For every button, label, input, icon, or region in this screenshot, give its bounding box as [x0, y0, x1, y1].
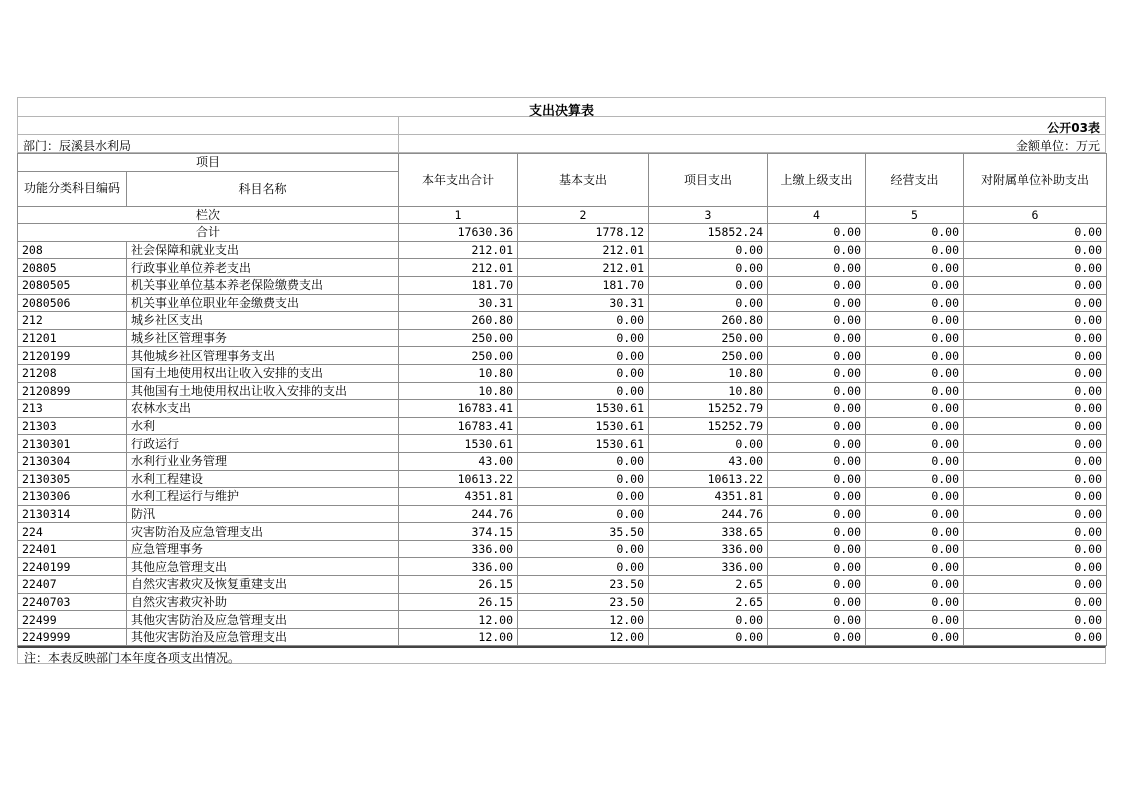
- amount-cell: 0.00: [518, 505, 649, 523]
- table-row: [18, 294, 1107, 312]
- subject-code: 22499: [18, 611, 127, 629]
- amount-cell: 0.00: [964, 382, 1107, 400]
- amount-cell: 0.00: [866, 523, 964, 541]
- amount-cell: 250.00: [649, 329, 768, 347]
- table-row: [18, 523, 1107, 541]
- amount-cell: 0.00: [964, 312, 1107, 330]
- header-code: 功能分类科目编码: [18, 171, 127, 206]
- amount-cell: 4351.81: [399, 488, 518, 506]
- subject-code: 224: [18, 523, 127, 541]
- total-value: 0.00: [866, 224, 964, 242]
- amount-cell: 15252.79: [649, 417, 768, 435]
- amount-cell: 0.00: [768, 417, 866, 435]
- amount-cell: 336.00: [649, 558, 768, 576]
- table-row: [18, 452, 1107, 470]
- subject-code: 2240199: [18, 558, 127, 576]
- amount-cell: 12.00: [399, 611, 518, 629]
- form-number-row: [17, 117, 1106, 135]
- amount-cell: 0.00: [866, 329, 964, 347]
- subject-name: 机关事业单位基本养老保险缴费支出: [127, 276, 399, 294]
- amount-cell: 30.31: [518, 294, 649, 312]
- amount-cell: 0.00: [649, 276, 768, 294]
- amount-cell: 0.00: [964, 540, 1107, 558]
- subject-code: 2130314: [18, 505, 127, 523]
- amount-cell: 250.00: [399, 329, 518, 347]
- amount-cell: 0.00: [964, 241, 1107, 259]
- amount-cell: 0.00: [866, 435, 964, 453]
- header-col-subsidiary-subsidy: 对附属单位补助支出: [964, 154, 1107, 207]
- amount-cell: 0.00: [649, 294, 768, 312]
- amount-cell: 0.00: [768, 364, 866, 382]
- amount-cell: 244.76: [649, 505, 768, 523]
- table-row: [18, 259, 1107, 277]
- column-number: 6: [964, 206, 1107, 224]
- amount-cell: 0.00: [866, 312, 964, 330]
- subject-name: 其他国有土地使用权出让收入安排的支出: [127, 382, 399, 400]
- table-title: 支出决算表: [528, 104, 594, 119]
- amount-cell: 35.50: [518, 523, 649, 541]
- amount-cell: 0.00: [768, 329, 866, 347]
- column-number-label: 栏次: [18, 206, 399, 224]
- subject-name: 其他灾害防治及应急管理支出: [127, 611, 399, 629]
- total-value: 15852.24: [649, 224, 768, 242]
- amount-cell: 0.00: [649, 628, 768, 646]
- amount-cell: 0.00: [518, 540, 649, 558]
- amount-cell: 10.80: [649, 364, 768, 382]
- amount-cell: 0.00: [518, 312, 649, 330]
- amount-cell: 0.00: [768, 241, 866, 259]
- department-row: [17, 135, 1106, 153]
- subject-name: 应急管理事务: [127, 540, 399, 558]
- amount-cell: 0.00: [964, 435, 1107, 453]
- amount-cell: 23.50: [518, 593, 649, 611]
- total-label: 合计: [18, 224, 399, 242]
- amount-cell: 0.00: [866, 505, 964, 523]
- amount-cell: 212.01: [518, 259, 649, 277]
- subject-name: 城乡社区管理事务: [127, 329, 399, 347]
- amount-cell: 0.00: [518, 364, 649, 382]
- column-number: 5: [866, 206, 964, 224]
- table-row: [18, 417, 1107, 435]
- amount-cell: 12.00: [518, 628, 649, 646]
- subject-code: 21208: [18, 364, 127, 382]
- amount-cell: 0.00: [866, 276, 964, 294]
- amount-cell: 0.00: [768, 435, 866, 453]
- header-col-project: 项目支出: [649, 154, 768, 207]
- amount-cell: 0.00: [768, 452, 866, 470]
- amount-cell: 10613.22: [399, 470, 518, 488]
- amount-cell: 1530.61: [518, 400, 649, 418]
- amount-cell: 0.00: [768, 593, 866, 611]
- amount-cell: 0.00: [866, 347, 964, 365]
- subject-code: 2120899: [18, 382, 127, 400]
- amount-cell: 0.00: [964, 259, 1107, 277]
- amount-cell: 0.00: [768, 382, 866, 400]
- footnote-row: [17, 646, 1106, 664]
- total-value: 0.00: [768, 224, 866, 242]
- amount-cell: 1530.61: [399, 435, 518, 453]
- table-row: [18, 576, 1107, 594]
- amount-cell: 0.00: [964, 576, 1107, 594]
- subject-name: 自然灾害救灾补助: [127, 593, 399, 611]
- subject-code: 208: [18, 241, 127, 259]
- table-row: [18, 505, 1107, 523]
- amount-cell: 250.00: [399, 347, 518, 365]
- amount-cell: 0.00: [964, 417, 1107, 435]
- amount-cell: 0.00: [866, 488, 964, 506]
- expenditure-table: [17, 153, 1107, 646]
- subject-name: 机关事业单位职业年金缴费支出: [127, 294, 399, 312]
- amount-cell: 0.00: [964, 611, 1107, 629]
- column-number: 1: [399, 206, 518, 224]
- amount-cell: 16783.41: [399, 400, 518, 418]
- amount-cell: 0.00: [866, 628, 964, 646]
- subject-name: 农林水支出: [127, 400, 399, 418]
- amount-cell: 15252.79: [649, 400, 768, 418]
- subject-name: 城乡社区支出: [127, 312, 399, 330]
- amount-cell: 0.00: [768, 488, 866, 506]
- amount-cell: 0.00: [518, 382, 649, 400]
- amount-cell: 0.00: [964, 452, 1107, 470]
- amount-cell: 0.00: [768, 276, 866, 294]
- amount-cell: 0.00: [866, 364, 964, 382]
- amount-cell: 0.00: [768, 576, 866, 594]
- amount-cell: 0.00: [964, 558, 1107, 576]
- amount-cell: 0.00: [964, 364, 1107, 382]
- table-row: [18, 276, 1107, 294]
- amount-cell: 0.00: [649, 611, 768, 629]
- table-row: [18, 470, 1107, 488]
- header-name: 科目名称: [127, 171, 399, 206]
- amount-cell: 10613.22: [649, 470, 768, 488]
- header-col-basic: 基本支出: [518, 154, 649, 207]
- table-row: [18, 435, 1107, 453]
- amount-cell: 0.00: [768, 558, 866, 576]
- amount-cell: 30.31: [399, 294, 518, 312]
- amount-cell: 0.00: [964, 294, 1107, 312]
- total-value: 0.00: [964, 224, 1107, 242]
- amount-cell: 0.00: [866, 558, 964, 576]
- amount-cell: 2.65: [649, 593, 768, 611]
- amount-cell: 0.00: [964, 347, 1107, 365]
- column-number-row: [18, 206, 1107, 224]
- total-value: 1778.12: [518, 224, 649, 242]
- table-row: [18, 364, 1107, 382]
- amount-cell: 181.70: [399, 276, 518, 294]
- department-label: 部门：辰溪县水利局: [23, 139, 132, 153]
- amount-cell: 4351.81: [649, 488, 768, 506]
- amount-cell: 0.00: [768, 400, 866, 418]
- table-row: [18, 400, 1107, 418]
- amount-cell: 0.00: [518, 452, 649, 470]
- form-number: 公开03表: [1047, 121, 1100, 135]
- amount-cell: 0.00: [866, 576, 964, 594]
- amount-cell: 43.00: [399, 452, 518, 470]
- subject-name: 自然灾害救灾及恢复重建支出: [127, 576, 399, 594]
- amount-cell: 0.00: [866, 400, 964, 418]
- subject-name: 行政事业单位养老支出: [127, 259, 399, 277]
- subject-code: 212: [18, 312, 127, 330]
- subject-code: 2249999: [18, 628, 127, 646]
- subject-code: 2240703: [18, 593, 127, 611]
- subject-code: 21201: [18, 329, 127, 347]
- subject-name: 行政运行: [127, 435, 399, 453]
- amount-cell: 10.80: [399, 364, 518, 382]
- amount-cell: 0.00: [964, 523, 1107, 541]
- amount-cell: 181.70: [518, 276, 649, 294]
- amount-cell: 0.00: [649, 259, 768, 277]
- amount-cell: 212.01: [399, 259, 518, 277]
- amount-cell: 0.00: [964, 470, 1107, 488]
- table-row: [18, 558, 1107, 576]
- subject-code: 22407: [18, 576, 127, 594]
- amount-cell: 0.00: [768, 312, 866, 330]
- header-col-operating: 经营支出: [866, 154, 964, 207]
- amount-cell: 0.00: [964, 628, 1107, 646]
- amount-cell: 0.00: [866, 417, 964, 435]
- amount-cell: 336.00: [399, 558, 518, 576]
- amount-cell: 10.80: [399, 382, 518, 400]
- amount-cell: 0.00: [768, 347, 866, 365]
- amount-cell: 336.00: [399, 540, 518, 558]
- amount-cell: 26.15: [399, 576, 518, 594]
- table-row: [18, 628, 1107, 646]
- amount-cell: 0.00: [866, 540, 964, 558]
- header-item: 项目: [18, 154, 399, 172]
- subject-name: 水利工程建设: [127, 470, 399, 488]
- column-number: 2: [518, 206, 649, 224]
- column-number: 4: [768, 206, 866, 224]
- amount-cell: 16783.41: [399, 417, 518, 435]
- subject-name: 水利: [127, 417, 399, 435]
- amount-cell: 10.80: [649, 382, 768, 400]
- amount-cell: 260.80: [399, 312, 518, 330]
- expenditure-final-accounts-sheet: [17, 97, 1106, 664]
- amount-cell: 0.00: [964, 593, 1107, 611]
- amount-cell: 0.00: [964, 400, 1107, 418]
- amount-cell: 0.00: [768, 628, 866, 646]
- amount-cell: 0.00: [866, 259, 964, 277]
- subject-name: 国有土地使用权出让收入安排的支出: [127, 364, 399, 382]
- subject-code: 2130306: [18, 488, 127, 506]
- subject-name: 水利工程运行与维护: [127, 488, 399, 506]
- amount-cell: 250.00: [649, 347, 768, 365]
- amount-cell: 0.00: [866, 382, 964, 400]
- header-row-item: [18, 154, 1107, 172]
- amount-cell: 0.00: [866, 294, 964, 312]
- table-row: [18, 611, 1107, 629]
- amount-cell: 0.00: [518, 329, 649, 347]
- amount-cell: 0.00: [768, 294, 866, 312]
- amount-cell: 0.00: [964, 488, 1107, 506]
- amount-cell: 212.01: [399, 241, 518, 259]
- amount-cell: 0.00: [518, 470, 649, 488]
- amount-cell: 12.00: [518, 611, 649, 629]
- amount-cell: 0.00: [768, 470, 866, 488]
- amount-cell: 23.50: [518, 576, 649, 594]
- total-row: [18, 224, 1107, 242]
- amount-cell: 0.00: [518, 558, 649, 576]
- amount-cell: 212.01: [518, 241, 649, 259]
- amount-cell: 1530.61: [518, 417, 649, 435]
- amount-cell: 0.00: [768, 540, 866, 558]
- amount-cell: 26.15: [399, 593, 518, 611]
- amount-cell: 244.76: [399, 505, 518, 523]
- amount-cell: 374.15: [399, 523, 518, 541]
- subject-name: 其他城乡社区管理事务支出: [127, 347, 399, 365]
- subject-code: 2120199: [18, 347, 127, 365]
- subject-code: 2080506: [18, 294, 127, 312]
- subject-name: 防汛: [127, 505, 399, 523]
- title-row: [17, 97, 1106, 117]
- subject-code: 21303: [18, 417, 127, 435]
- amount-cell: 43.00: [649, 452, 768, 470]
- subject-name: 社会保障和就业支出: [127, 241, 399, 259]
- amount-cell: 1530.61: [518, 435, 649, 453]
- amount-cell: 0.00: [518, 347, 649, 365]
- amount-cell: 0.00: [866, 470, 964, 488]
- table-row: [18, 241, 1107, 259]
- subject-name: 灾害防治及应急管理支出: [127, 523, 399, 541]
- table-row: [18, 329, 1107, 347]
- subject-code: 20805: [18, 259, 127, 277]
- subject-code: 2130305: [18, 470, 127, 488]
- amount-cell: 0.00: [768, 611, 866, 629]
- subject-name: 其他应急管理支出: [127, 558, 399, 576]
- amount-cell: 2.65: [649, 576, 768, 594]
- amount-cell: 338.65: [649, 523, 768, 541]
- subject-name: 水利行业业务管理: [127, 452, 399, 470]
- subject-name: 其他灾害防治及应急管理支出: [127, 628, 399, 646]
- table-row: [18, 593, 1107, 611]
- subject-code: 2130301: [18, 435, 127, 453]
- amount-cell: 0.00: [866, 593, 964, 611]
- column-number: 3: [649, 206, 768, 224]
- header-col-total: 本年支出合计: [399, 154, 518, 207]
- amount-cell: 260.80: [649, 312, 768, 330]
- table-row: [18, 488, 1107, 506]
- amount-cell: 0.00: [649, 435, 768, 453]
- amount-cell: 0.00: [768, 505, 866, 523]
- amount-cell: 0.00: [866, 611, 964, 629]
- subject-code: 213: [18, 400, 127, 418]
- header-col-remit-superior: 上缴上级支出: [768, 154, 866, 207]
- subject-code: 2130304: [18, 452, 127, 470]
- amount-cell: 0.00: [964, 505, 1107, 523]
- amount-cell: 0.00: [866, 452, 964, 470]
- amount-cell: 0.00: [518, 488, 649, 506]
- table-row: [18, 540, 1107, 558]
- subject-code: 22401: [18, 540, 127, 558]
- amount-cell: 0.00: [866, 241, 964, 259]
- amount-cell: 12.00: [399, 628, 518, 646]
- amount-cell: 0.00: [768, 523, 866, 541]
- amount-unit-label: 金额单位：万元: [1015, 139, 1100, 153]
- subject-code: 2080505: [18, 276, 127, 294]
- total-value: 17630.36: [399, 224, 518, 242]
- table-row: [18, 382, 1107, 400]
- amount-cell: 336.00: [649, 540, 768, 558]
- table-row: [18, 312, 1107, 330]
- amount-cell: 0.00: [964, 329, 1107, 347]
- table-row: [18, 347, 1107, 365]
- amount-cell: 0.00: [649, 241, 768, 259]
- amount-cell: 0.00: [964, 276, 1107, 294]
- amount-cell: 0.00: [768, 259, 866, 277]
- footnote: 注：本表反映部门本年度各项支出情况。: [24, 651, 241, 666]
